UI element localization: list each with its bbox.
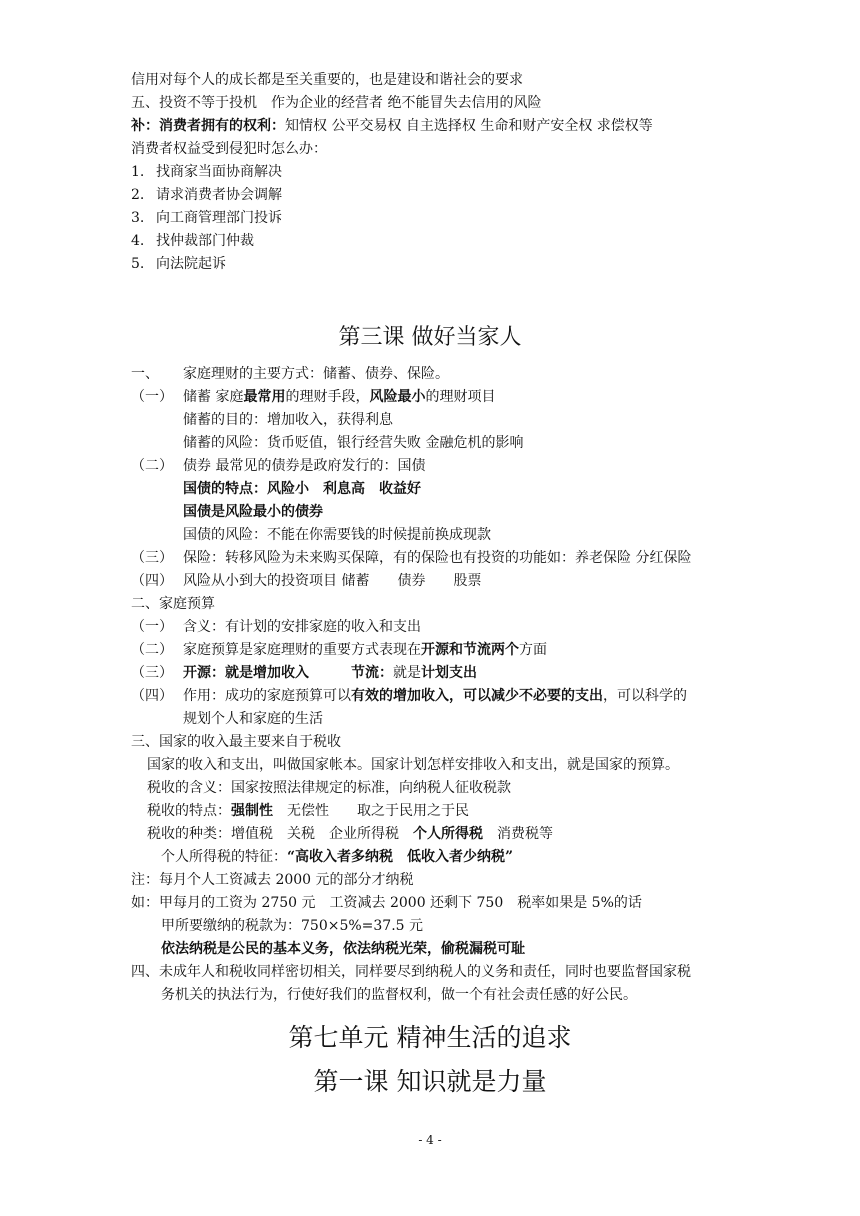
paragraph-line: 信用对每个人的成长都是至关重要的，也是建设和谐社会的要求 [131,72,523,88]
emphasis: “高收入者多纳税 低收入者少纳税” [287,849,514,865]
emphasis: 个人所得税 [413,826,483,842]
paragraph-line: 务机关的执法行为，行使好我们的监督权利，做一个有社会责任感的好公民。 [161,987,637,1003]
item-number: （二） [131,458,173,474]
budget-line: 作用：成功的家庭预算可以有效的增加收入，可以减少不必要的支出，可以科学的 [183,688,687,704]
section-heading: 三、国家的收入最主要来自于税收 [131,734,341,750]
emphasis: 最常用 [243,389,286,405]
bond-features: 国债的特点：风险小 利息高 收益好 [183,481,421,497]
tax-types: 税收的种类：增值税 关税 企业所得税 个人所得税 消费税等 [147,826,553,842]
paragraph-line: 规划个人和家庭的生活 [183,711,323,727]
section-heading: 二、家庭预算 [131,596,215,612]
item-number: （一） [131,389,173,405]
list-number: 1. [131,164,145,180]
unit-title: 第七单元 精神生活的追求 [288,1023,572,1052]
list-item [131,255,226,273]
paragraph-line: 消费者权益受到侵犯时怎么办： [131,141,327,157]
supplement-label: 补：消费者拥有的权利： [131,118,285,134]
section-number: 一、 [131,366,159,382]
list-number: 2. [131,187,145,203]
item-number: （二） [131,642,173,658]
paragraph-line: 储蓄的目的：增加收入，获得利息 [183,412,393,428]
item-number: （四） [131,688,173,704]
budget-line: 开源：就是增加收入 节流：就是计划支出 [183,665,477,681]
list-text: 找商家当面协商解决 [156,164,282,180]
budget-line: 家庭预算是家庭理财的重要方式表现在开源和节流两个方面 [183,642,547,658]
paragraph-line: 保险：转移风险为未来购买保障，有的保险也有投资的功能如：养老保险 分红保险 [183,550,692,566]
rights-line [131,117,653,135]
list-item [131,209,282,227]
list-text: 向法院起诉 [156,256,226,272]
paragraph-line: 四、未成年人和税收同样密切相关，同样要尽到纳税人的义务和责任，同时也要监督国家税 [131,964,691,980]
list-item [131,163,282,181]
paragraph-line: 五、投资不等于投机 作为企业的经营者 绝不能冒失去信用的风险 [131,95,542,111]
section-heading: 家庭理财的主要方式：储蓄、债券、保险。 [183,366,449,382]
emphasis: 风险最小 [369,389,426,405]
page-number: - 4 - [418,1133,442,1147]
item-number: （三） [131,665,173,681]
paragraph-line: 税收的含义：国家按照法律规定的标准，向纳税人征收税款 [147,780,511,796]
item-number: （一） [131,619,173,635]
note-line: 注：每月个人工资减去 2000 元的部分才纳税 [131,872,414,888]
savings-line: 储蓄 家庭最常用的理财手段，风险最小的理财项目 [183,389,496,405]
list-number: 3. [131,210,145,226]
list-number: 4. [131,233,145,249]
list-item [131,186,282,204]
example-line: 甲所要缴纳的税款为：750×5%=37.5 元 [161,918,424,934]
emphasis: 有效的增加收入，可以减少不必要的支出 [351,688,603,704]
paragraph-line: 债券 最常见的债券是政府发行的：国债 [183,458,426,474]
tax-duty-statement: 依法纳税是公民的基本义务，依法纳税光荣，偷税漏税可耻 [161,941,525,957]
example-line: 如：甲每月的工资为 2750 元 工资减去 2000 还剩下 750 税率如果是 5%的话 [131,895,642,911]
list-text: 找仲裁部门仲裁 [156,233,254,249]
paragraph-line: 含义：有计划的安排家庭的收入和支出 [183,619,421,635]
bond-lowest-risk: 国债是风险最小的债券 [183,504,323,520]
income-tax-feature: 个人所得税的特征：“高收入者多纳税 低收入者少纳税” [161,849,514,865]
tax-features: 税收的特点：强制性 无偿性 取之于民用之于民 [147,803,469,819]
list-item [131,232,254,250]
list-number: 5. [131,256,145,272]
emphasis: 开源和节流两个 [421,642,519,658]
list-text: 请求消费者协会调解 [156,187,282,203]
list-text: 向工商管理部门投诉 [156,210,282,226]
paragraph-line: 储蓄的风险：货币贬值，银行经营失败 金融危机的影响 [183,435,524,451]
item-number: （四） [131,573,173,589]
lesson-title: 第一课 知识就是力量 [313,1067,547,1096]
paragraph-line: 国家的收入和支出，叫做国家帐本。国家计划怎样安排收入和支出，就是国家的预算。 [147,757,679,773]
emphasis: 强制性 [231,803,273,819]
paragraph-line: 国债的风险：不能在你需要钱的时候提前换成现款 [183,527,491,543]
rights-text: 知情权 公平交易权 自主选择权 生命和财产安全权 求偿权等 [285,118,653,134]
item-number: （三） [131,550,173,566]
lesson-title: 第三课 做好当家人 [338,325,522,350]
paragraph-line: 风险从小到大的投资项目 储蓄 债券 股票 [183,573,482,589]
